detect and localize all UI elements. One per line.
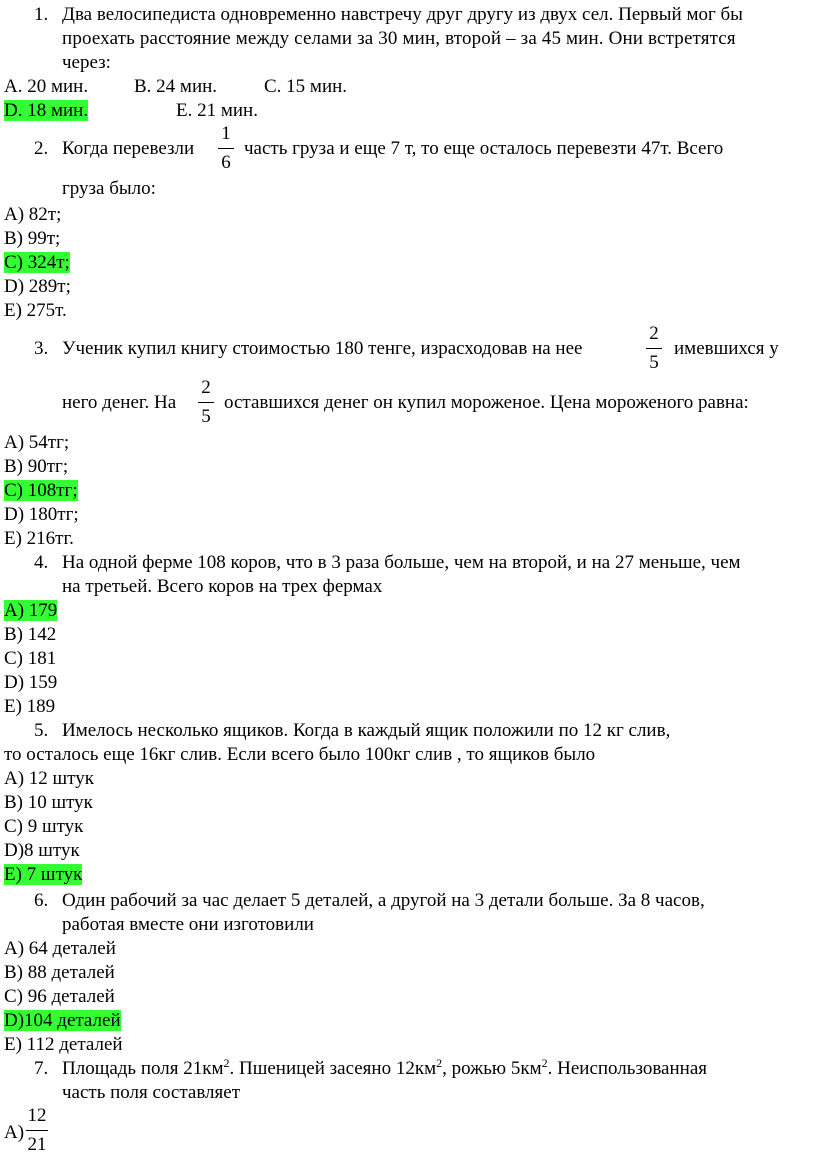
q6-number: 6. (34, 890, 49, 911)
q7-superscript-2: 2 (436, 1056, 443, 1070)
q3-option-d: D) 180тг; (4, 504, 79, 525)
q7-text-line1 (62, 1058, 707, 1080)
q2-fraction (218, 124, 234, 173)
q2-text-before: Когда перевезли (62, 138, 195, 159)
q3-text-part4: оставшихся денег он купил мороженое. Цена мороженого равна: (224, 392, 749, 413)
q5-text-line1: Имелось несколько ящиков. Когда в каждый ящик положили по 12 кг слив, (62, 720, 671, 741)
q1-option-c: C. 15 мин. (264, 76, 348, 97)
q7-superscript-1: 2 (223, 1056, 230, 1070)
q3-text-part1: Ученик купил книгу стоимостью 180 тенге, израсходовав на нее (62, 338, 583, 359)
q4-option-c: C) 181 (4, 648, 57, 669)
q1-number: 1. (34, 4, 49, 25)
q5-option-a: A) 12 штук (4, 768, 94, 789)
q3-option-b: B) 90тг; (4, 456, 69, 477)
q2-correct-answer: C) 324т; (4, 252, 70, 273)
q2-fraction-denominator: 6 (221, 152, 231, 173)
q7-text-part3: , рожью 5км (442, 1058, 542, 1079)
q4-option-b: B) 142 (4, 624, 57, 645)
fraction-bar (646, 348, 662, 349)
q2-number: 2. (34, 138, 49, 159)
q6-option-a: A) 64 деталей (4, 938, 116, 959)
q5-text-line2: то осталось еще 16кг слив. Если всего было 100кг слив , то ящиков было (4, 744, 596, 765)
q2-option-e: E) 275т. (4, 300, 67, 321)
q5-option-e (4, 864, 82, 886)
q1-option-d (4, 100, 88, 122)
fraction-bar (218, 148, 234, 149)
q6-option-c: C) 96 деталей (4, 986, 115, 1007)
q3-correct-answer: C) 108тг; (4, 480, 78, 501)
q5-option-b: B) 10 штук (4, 792, 93, 813)
q3-text-part3: него денег. На (62, 392, 177, 413)
fraction-bar (26, 1130, 48, 1131)
q7-text-part1: Площадь поля 21км (62, 1058, 224, 1079)
q3-text-part2: имевшихся у (674, 338, 779, 359)
q4-correct-answer: A) 179 (4, 600, 58, 621)
q7-text-line2: часть поля составляет (62, 1082, 241, 1103)
q7-option-a-denominator: 21 (27, 1134, 47, 1155)
q5-option-c: C) 9 штук (4, 816, 84, 837)
q3-option-c (4, 480, 78, 502)
q3-fraction-2-denominator: 5 (201, 406, 211, 427)
q2-option-d: D) 289т; (4, 276, 71, 297)
q5-number: 5. (34, 720, 49, 741)
q1-option-b: B. 24 мин. (134, 76, 218, 97)
q6-option-d (4, 1010, 121, 1032)
q4-text-line2: на третьей. Всего коров на трех фермах (62, 576, 383, 597)
q5-option-d: D)8 штук (4, 840, 80, 861)
fraction-bar (198, 402, 214, 403)
q7-option-a-label: A) (4, 1122, 25, 1143)
q7-option-a-fraction (26, 1106, 48, 1155)
q3-option-e: E) 216тг. (4, 528, 74, 549)
q2-option-a: A) 82т; (4, 204, 62, 225)
q4-option-a (4, 600, 57, 622)
q1-option-e: E. 21 мин. (176, 100, 258, 121)
q3-fraction-1-numerator: 2 (649, 323, 659, 344)
q1-text-line1: Два велосипедиста одновременно навстречу друг другу из двух сел. Первый мог бы (62, 4, 743, 25)
q3-fraction-1-denominator: 5 (649, 352, 659, 373)
q5-correct-answer: E) 7 штук (4, 864, 83, 885)
q6-option-b: B) 88 деталей (4, 962, 115, 983)
q7-number: 7. (34, 1058, 49, 1079)
q3-fraction-2 (198, 378, 214, 427)
q2-option-b: B) 99т; (4, 228, 61, 249)
q7-option-a-numerator: 12 (27, 1105, 47, 1126)
q1-option-a: A. 20 мин. (4, 76, 89, 97)
q1-text-line3: через: (62, 52, 111, 73)
q4-option-d: D) 159 (4, 672, 58, 693)
q2-option-c (4, 252, 70, 274)
q7-superscript-3: 2 (541, 1056, 548, 1070)
q4-number: 4. (34, 552, 49, 573)
q2-text-after: часть груза и еще 7 т, то еще осталось перевезти 47т. Всего (244, 138, 724, 159)
q3-fraction-1 (646, 324, 662, 373)
q6-correct-answer: D)104 деталей (4, 1010, 121, 1031)
q7-text-part4: . Неиспользованная (547, 1058, 708, 1079)
q3-option-a: A) 54тг; (4, 432, 70, 453)
q7-text-part2: . Пшеницей засеяно 12км (229, 1058, 437, 1079)
q6-option-e: E) 112 деталей (4, 1034, 123, 1055)
q4-text-line1: На одной ферме 108 коров, что в 3 раза больше, чем на второй, и на 27 меньше, чем (62, 552, 741, 573)
q2-fraction-numerator: 1 (221, 123, 231, 144)
q3-fraction-2-numerator: 2 (201, 377, 211, 398)
q2-text-line2: груза было: (62, 178, 156, 199)
q1-correct-answer: D. 18 мин. (4, 100, 89, 121)
q3-number: 3. (34, 338, 49, 359)
q6-text-line1: Один рабочий за час делает 5 деталей, а другой на 3 детали больше. За 8 часов, (62, 890, 705, 911)
q6-text-line2: работая вместе они изготовили (62, 914, 314, 935)
q1-text-line2: проехать расстояние между селами за 30 мин, второй – за 45 мин. Они встретятся (62, 28, 736, 49)
q4-option-e: E) 189 (4, 696, 56, 717)
